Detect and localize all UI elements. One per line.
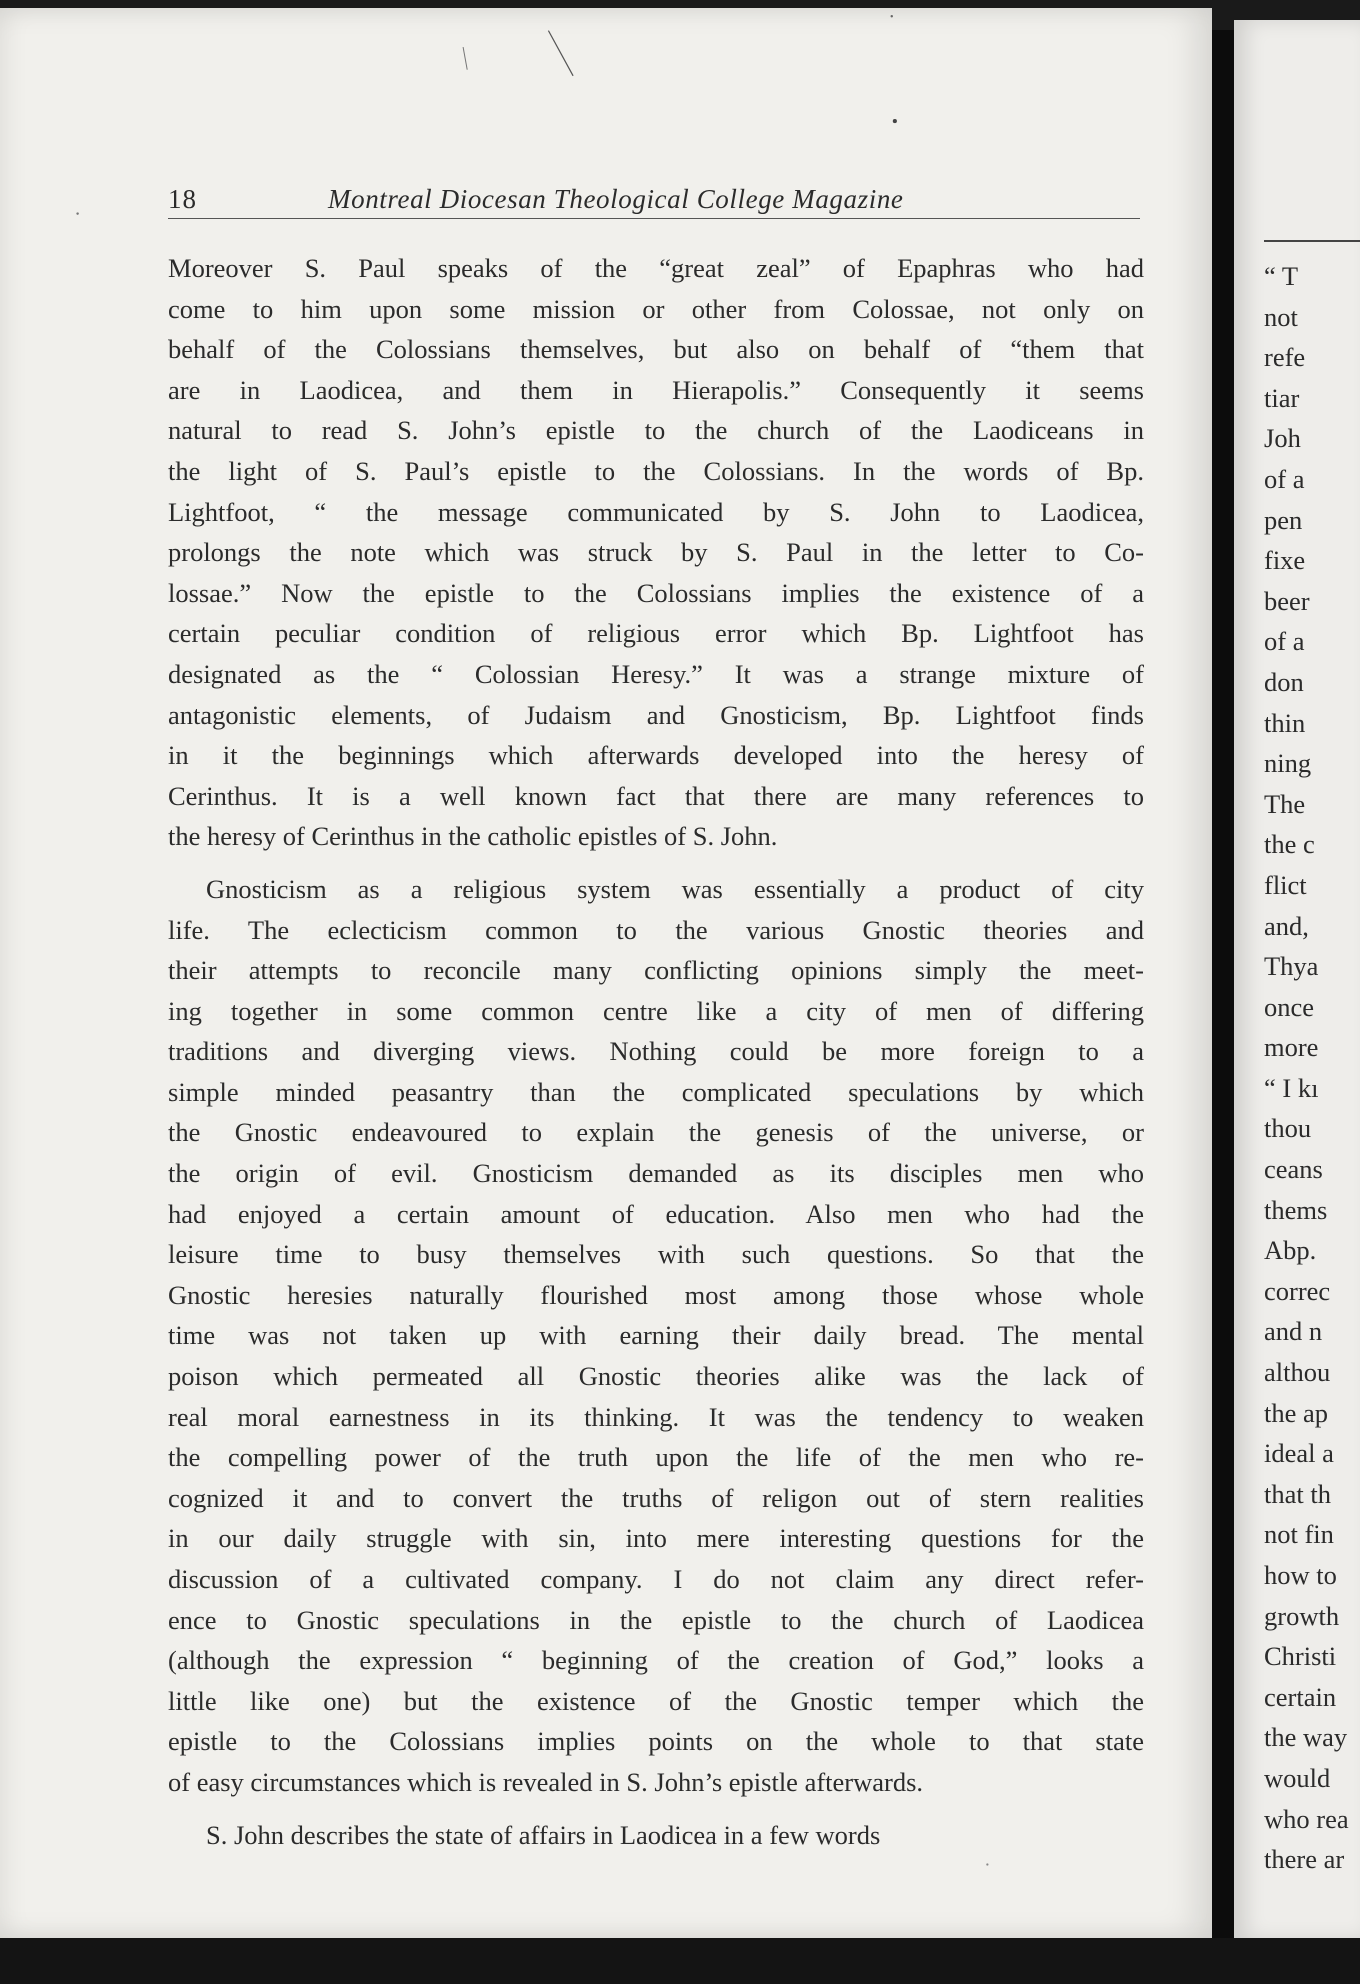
text-line: Cerinthus. It is a well known fact that there are many references to bbox=[168, 780, 1144, 811]
facing-text-line: and n bbox=[1264, 1316, 1323, 1347]
running-title: Montreal Diocesan Theological College Magazine bbox=[328, 184, 904, 214]
text-line: Gnostic heresies naturally flourished most among those whose whole bbox=[168, 1279, 1144, 1310]
facing-text-line: refe bbox=[1264, 342, 1306, 373]
facing-text-line: beer bbox=[1264, 585, 1310, 616]
text-line: leisure time to busy themselves with such questions. So that the bbox=[168, 1239, 1144, 1270]
facing-text-line: ning bbox=[1264, 748, 1312, 779]
paragraph-gap bbox=[168, 857, 1144, 869]
text-line: the light of S. Paul’s epistle to the Colossians. In the words of Bp. bbox=[168, 455, 1144, 486]
facing-text-line: Thya bbox=[1264, 951, 1319, 982]
facing-page-rule bbox=[1264, 240, 1360, 242]
text-line: Lightfoot, “ the message communicated by S. John to Laodicea, bbox=[168, 496, 1144, 527]
paragraph-gap bbox=[168, 1803, 1144, 1815]
facing-text-line: not bbox=[1264, 301, 1298, 332]
text-line: Moreover S. Paul speaks of the “great zeal” of Epaphras who had bbox=[168, 253, 1144, 283]
facing-text-line: who rea bbox=[1264, 1803, 1349, 1834]
facing-page bbox=[1234, 20, 1360, 1940]
facing-text-line: Abp. bbox=[1264, 1235, 1317, 1266]
text-line: the Gnostic endeavoured to explain the genesis of the universe, or bbox=[168, 1117, 1144, 1148]
facing-text-line: fixe bbox=[1264, 545, 1306, 576]
text-line: life. The eclecticism common to the various Gnostic theories and bbox=[168, 914, 1144, 945]
paragraph bbox=[168, 869, 1144, 1803]
facing-text-line: “ T bbox=[1264, 261, 1299, 291]
facing-text-line: of a bbox=[1264, 626, 1305, 657]
facing-text-line: thin bbox=[1264, 707, 1306, 738]
facing-text-line: of a bbox=[1264, 463, 1305, 494]
text-line: ing together in some common centre like a city of men of differing bbox=[168, 995, 1144, 1026]
text-line: designated as the “ Colossian Heresy.” It was a strange mixture of bbox=[168, 658, 1144, 689]
facing-text-line: growth bbox=[1264, 1600, 1340, 1631]
text-line: real moral earnestness in its thinking. It was the tendency to weaken bbox=[168, 1401, 1144, 1432]
text-line: the compelling power of the truth upon the life of the men who re- bbox=[168, 1442, 1144, 1473]
text-line: prolongs the note which was struck by S. Paul in the letter to Co- bbox=[168, 537, 1144, 568]
text-line: simple minded peasantry than the complicated speculations by which bbox=[168, 1076, 1144, 1107]
facing-text-line: that th bbox=[1264, 1478, 1331, 1509]
facing-text-line: thou bbox=[1264, 1113, 1312, 1144]
facing-text-line: would bbox=[1264, 1762, 1331, 1793]
text-line: of easy circumstances which is revealed in S. John’s epistle afterwards. bbox=[168, 1766, 924, 1797]
facing-text-line: “ I kı bbox=[1264, 1072, 1319, 1103]
text-line: lossae.” Now the epistle to the Colossians implies the existence of a bbox=[168, 577, 1144, 608]
facing-page-text bbox=[1264, 256, 1349, 1880]
text-line: antagonistic elements, of Judaism and Gnosticism, Bp. Lightfoot finds bbox=[168, 699, 1144, 730]
facing-text-line: thems bbox=[1264, 1194, 1328, 1225]
facing-text-line: ceans bbox=[1264, 1154, 1323, 1185]
facing-text-line: and, bbox=[1264, 910, 1309, 941]
text-line: behalf of the Colossians themselves, but also on behalf of “them that bbox=[168, 334, 1144, 365]
facing-text-line: Joh bbox=[1264, 423, 1301, 454]
text-line: their attempts to reconcile many conflicting opinions simply the meet- bbox=[168, 955, 1144, 986]
text-line: had enjoyed a certain amount of education. Also men who had the bbox=[168, 1198, 1144, 1229]
facing-text-line: Christi bbox=[1264, 1641, 1337, 1672]
text-line: (although the expression “ beginning of the creation of God,” looks a bbox=[168, 1645, 1144, 1676]
paragraph bbox=[168, 248, 1144, 857]
facing-text-line: althou bbox=[1264, 1357, 1331, 1388]
facing-text-line: the way bbox=[1264, 1722, 1348, 1753]
text-line: S. John describes the state of affairs in Laodicea in a few words bbox=[206, 1819, 881, 1850]
text-line: in it the beginnings which afterwards developed into the heresy of bbox=[168, 740, 1144, 771]
facing-text-line: correc bbox=[1264, 1275, 1331, 1306]
text-line: the origin of evil. Gnosticism demanded as its disciples men who bbox=[168, 1158, 1144, 1189]
text-line: Gnosticism as a religious system was essentially a product of city bbox=[206, 873, 1144, 904]
text-line: time was not taken up with earning their daily bread. The mental bbox=[168, 1320, 1144, 1351]
facing-text-line: certain bbox=[1264, 1681, 1337, 1712]
facing-text-line: flict bbox=[1264, 869, 1307, 900]
facing-text-line: the ap bbox=[1264, 1397, 1329, 1428]
paragraph bbox=[168, 1815, 1144, 1856]
text-line: are in Laodicea, and them in Hierapolis.” Consequently it seems bbox=[168, 374, 1144, 405]
text-line: certain peculiar condition of religious error which Bp. Lightfoot has bbox=[168, 618, 1144, 649]
text-line: come to him upon some mission or other from Colossae, not only on bbox=[168, 293, 1144, 324]
scan-bottom-edge bbox=[0, 1938, 1360, 1984]
facing-text-line: once bbox=[1264, 991, 1315, 1022]
body-text bbox=[168, 248, 1144, 1855]
text-line: little like one) but the existence of the Gnostic temper which the bbox=[168, 1685, 1144, 1716]
text-line: poison which permeated all Gnostic theories alike was the lack of bbox=[168, 1361, 1144, 1392]
page-gutter bbox=[1212, 30, 1234, 1940]
facing-text-line: pen bbox=[1264, 504, 1303, 535]
facing-text-line: The bbox=[1264, 788, 1306, 819]
text-line: natural to read S. John’s epistle to the church of the Laodiceans in bbox=[168, 415, 1144, 446]
facing-text-line: more bbox=[1264, 1032, 1319, 1063]
text-line: epistle to the Colossians implies points on the whole to that state bbox=[168, 1726, 1144, 1757]
facing-text-line: how to bbox=[1264, 1560, 1337, 1590]
facing-text-line: not fin bbox=[1264, 1519, 1334, 1550]
page-header bbox=[168, 184, 1140, 219]
facing-text-line: there ar bbox=[1264, 1844, 1345, 1875]
text-line: traditions and diverging views. Nothing could be more foreign to a bbox=[168, 1036, 1144, 1067]
facing-text-line: don bbox=[1264, 666, 1304, 697]
facing-text-line: the c bbox=[1264, 829, 1315, 860]
page-number: 18 bbox=[168, 184, 197, 214]
text-line: the heresy of Cerinthus in the catholic epistles of S. John. bbox=[168, 821, 778, 852]
text-line: discussion of a cultivated company. I do not claim any direct refer- bbox=[168, 1564, 1144, 1594]
text-line: ence to Gnostic speculations in the epistle to the church of Laodicea bbox=[168, 1604, 1144, 1635]
facing-text-line: tiar bbox=[1264, 382, 1300, 413]
text-line: in our daily struggle with sin, into mere interesting questions for the bbox=[168, 1523, 1144, 1554]
text-line: cognized it and to convert the truths of religon out of stern realities bbox=[168, 1482, 1144, 1513]
facing-text-line: ideal a bbox=[1264, 1438, 1334, 1469]
